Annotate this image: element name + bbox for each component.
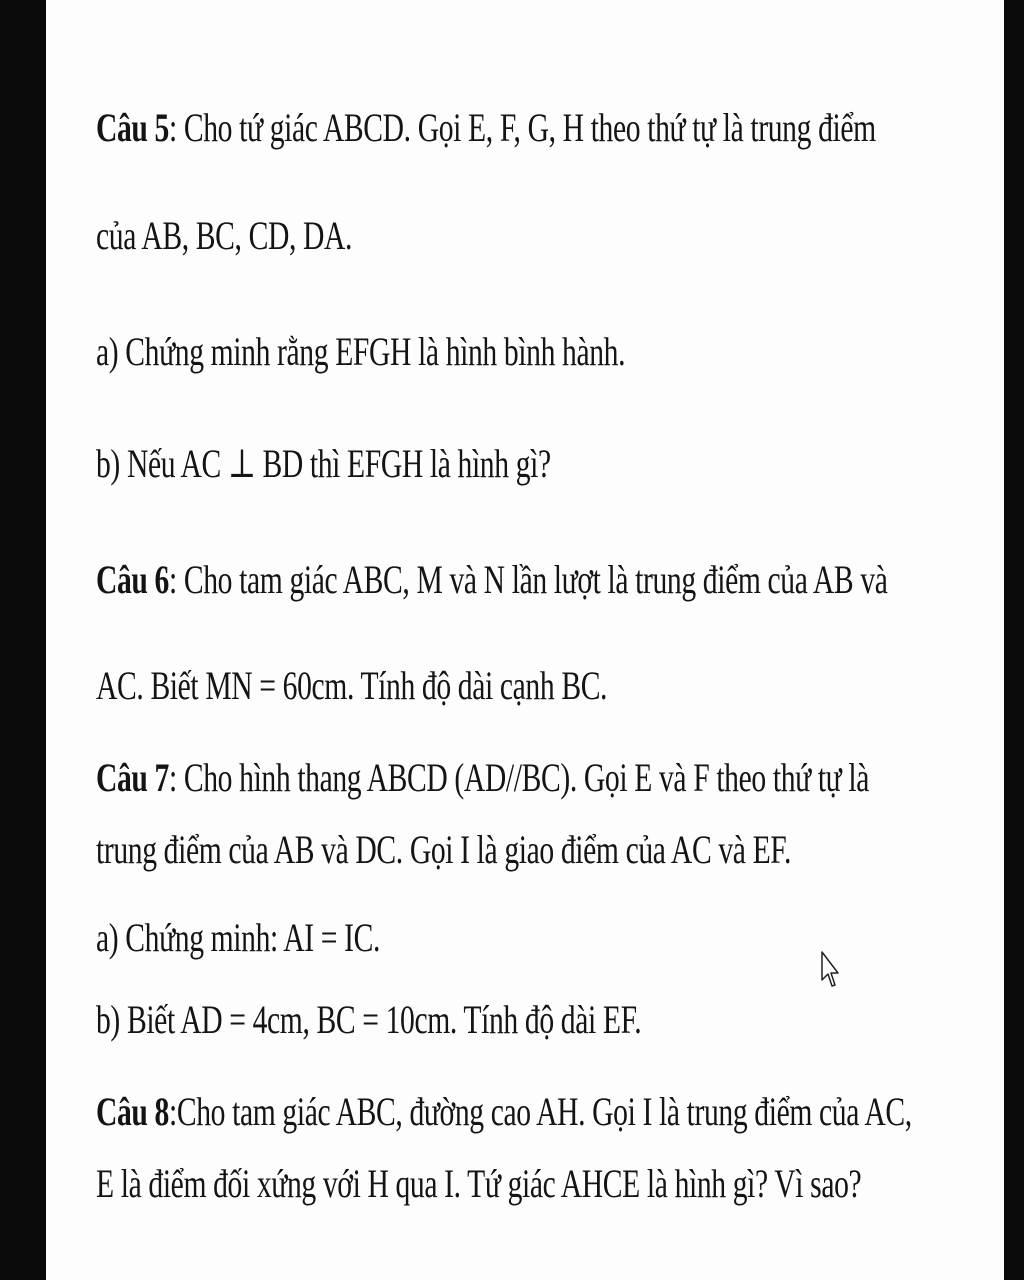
question-8-line-1: Câu 8:Cho tam giác ABC, đường cao AH. Gọi I là trung điểm của AC, <box>96 1089 912 1134</box>
question-6-line-1: Câu 6: Cho tam giác ABC, M và N lần lượt là trung điểm của AB và <box>96 557 888 602</box>
question-7-part-a: a) Chứng minh: AI = IC. <box>96 915 381 960</box>
cut-off-next-line <box>96 1258 703 1280</box>
question-7-line-2: trung điểm của AB và DC. Gọi I là giao điểm của AC và EF. <box>96 827 792 872</box>
question-5-line-1: Câu 5: Cho tứ giác ABCD. Gọi E, F, G, H theo thứ tự là trung điểm <box>96 105 876 150</box>
question-7-part-b: b) Biết AD = 4cm, BC = 10cm. Tính độ dài EF. <box>96 997 642 1042</box>
question-8-line-2: E là điểm đối xứng với H qua I. Tứ giác AHCE là hình gì? Vì sao? <box>96 1161 862 1206</box>
question-5-part-a: a) Chứng minh rằng EFGH là hình bình hành. <box>96 329 626 374</box>
question-8-label: Câu 8 <box>96 1089 169 1134</box>
question-5-part-b: b) Nếu AC ⊥ BD thì EFGH là hình gì? <box>96 441 551 486</box>
question-7-label: Câu 7 <box>96 755 169 800</box>
cut-off-text-fragment <box>96 1273 703 1280</box>
right-dark-border <box>1004 0 1024 1280</box>
question-5-line-2: của AB, BC, CD, DA. <box>96 213 353 258</box>
left-dark-border <box>0 0 46 1280</box>
question-6-line-2: AC. Biết MN = 60cm. Tính độ dài cạnh BC. <box>96 663 608 708</box>
mouse-pointer-icon <box>820 950 840 990</box>
question-7-line-1: Câu 7: Cho hình thang ABCD (AD//BC). Gọi E và F theo thứ tự là <box>96 755 869 800</box>
question-5-label: Câu 5 <box>96 105 169 150</box>
question-6-label: Câu 6 <box>96 557 169 602</box>
